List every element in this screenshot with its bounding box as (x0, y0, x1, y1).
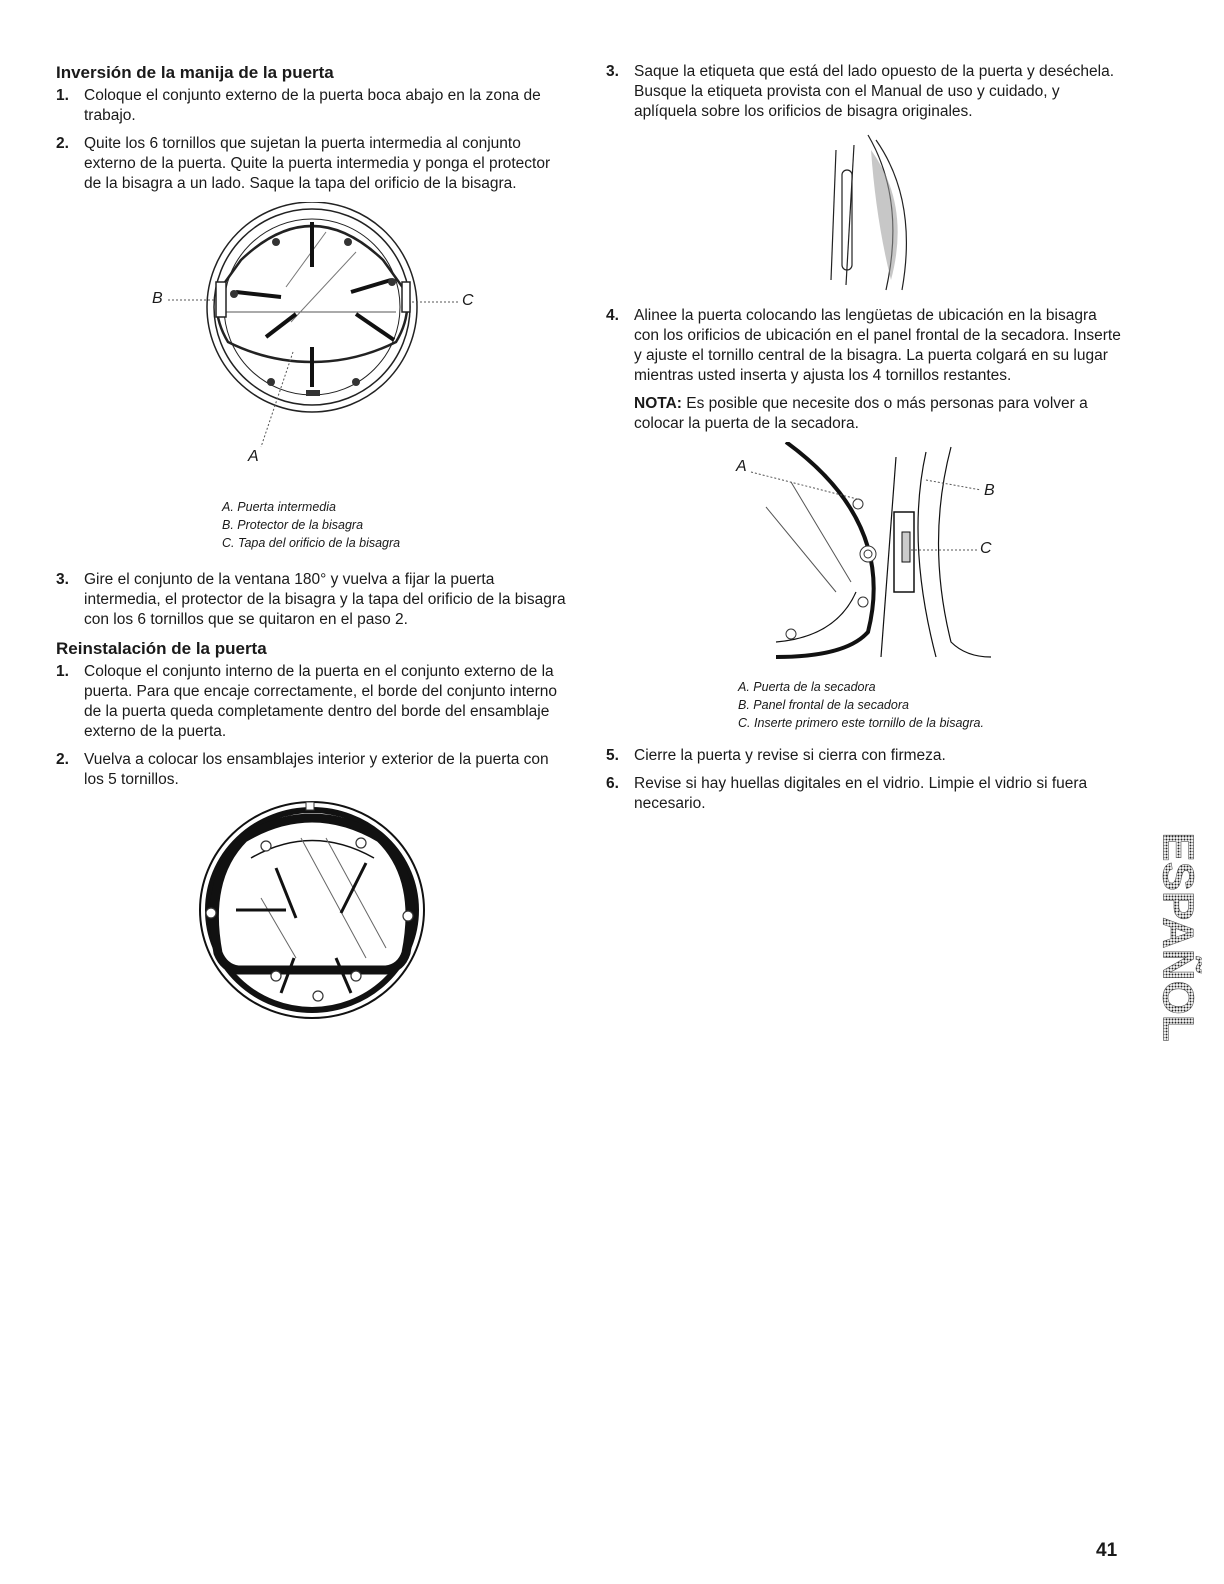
step-text: Coloque el conjunto interno de la puerta en el conjunto externo de la puerta. Para que encaje correctamente, el borde del conjunto interno de la puerta queda completamente dentro del borde del ensamblaje externo de la puerta. (84, 663, 558, 740)
callout-a: A (248, 448, 259, 465)
step-number: 3. (56, 571, 69, 588)
figure-door-assembly (56, 798, 566, 1028)
figure-caption (738, 678, 1126, 732)
step-text: Alinee la puerta colocando las lengüetas de ubicación en la bisagra con los orificios de ubicación en el panel frontal de la secadora. Inserte y ajuste el tornillo central de la bisagra. La puerta colgará en su lugar mientras usted inserta y ajusta los 4 tornillos restantes. (634, 307, 1121, 384)
figure-inner-door (56, 202, 566, 492)
language-side-tab-text: ESPAÑOL (1153, 832, 1202, 1042)
caption-line: B. Panel frontal de la secadora (738, 698, 909, 712)
language-side-tab-graphic (1148, 812, 1202, 1062)
step-text: Quite los 6 tornillos que sujetan la puerta intermedia al conjunto externo de la puerta. Quite la puerta intermedia y ponga el protector de la bisagra a un lado. Saque la tapa del orificio de la bisagra. (84, 135, 551, 192)
step-text: Vuelva a colocar los ensamblajes interior y exterior de la puerta con los 5 tornillos. (84, 751, 549, 788)
callout-c: C (462, 292, 474, 309)
right-column (606, 62, 1126, 822)
callout-a: A (736, 458, 747, 475)
callout-b: B (984, 482, 995, 499)
callout-c: C (980, 540, 992, 557)
callout-b: B (152, 290, 163, 307)
step-item (606, 746, 1126, 766)
step-text: Gire el conjunto de la ventana 180° y vuelva a fijar la puerta intermedia, el protector de la bisagra y la tapa del orificio de la bisagra con los 6 tornillos que se quitaron en el paso 2. (84, 571, 566, 628)
step-item (606, 774, 1126, 814)
step-number: 6. (606, 775, 619, 792)
step-text: Cierre la puerta y revise si cierra con firmeza. (634, 747, 946, 764)
caption-line: A. Puerta intermedia (222, 500, 336, 514)
step-number: 1. (56, 663, 69, 680)
step-item (56, 750, 566, 790)
page-number: 41 (1096, 1540, 1118, 1561)
section-title-door-reinstall: Reinstalación de la puerta (56, 639, 267, 658)
note (634, 394, 1126, 434)
step-item (56, 86, 566, 126)
step-number: 4. (606, 307, 619, 324)
door-assembly-illustration (56, 798, 566, 1028)
step-number: 2. (56, 135, 69, 152)
step-item (56, 662, 566, 742)
caption-line: C. Tapa del orificio de la bisagra (222, 536, 401, 550)
language-side-tab (1148, 812, 1202, 1062)
step-number: 1. (56, 87, 69, 104)
caption-line: B. Protector de la bisagra (222, 518, 364, 532)
step-item (606, 62, 1126, 122)
figure-caption (222, 498, 566, 552)
figure-hinge-label (606, 130, 1126, 300)
step-number: 2. (56, 751, 69, 768)
left-column (56, 62, 566, 1034)
step-number: 5. (606, 747, 619, 764)
caption-line: C. Inserte primero este tornillo de la bisagra. (738, 716, 984, 730)
step-item (606, 306, 1126, 386)
step-text: Revise si hay huellas digitales en el vidrio. Limpie el vidrio si fuera necesario. (634, 775, 1088, 812)
step-item (56, 134, 566, 194)
step-text: Saque la etiqueta que está del lado opuesto de la puerta y deséchela. Busque la etiqueta provista con el Manual de uso y cuidado, y aplíquela sobre los orificios de bisagra originales. (634, 63, 1115, 120)
step-item (56, 570, 566, 630)
note-label: NOTA: (634, 395, 682, 412)
inner-door-illustration (56, 202, 566, 492)
figure-door-hinge (606, 442, 1126, 672)
step-text: Coloque el conjunto externo de la puerta boca abajo en la zona de trabajo. (84, 87, 541, 124)
caption-line: A. Puerta de la secadora (738, 680, 876, 694)
step-number: 3. (606, 63, 619, 80)
door-hinge-illustration (606, 442, 1126, 672)
section-title-handle-reversal: Inversión de la manija de la puerta (56, 63, 334, 82)
hinge-label-illustration (606, 130, 1126, 300)
note-text: Es posible que necesite dos o más personas para volver a colocar la puerta de la secadora. (634, 395, 1088, 432)
